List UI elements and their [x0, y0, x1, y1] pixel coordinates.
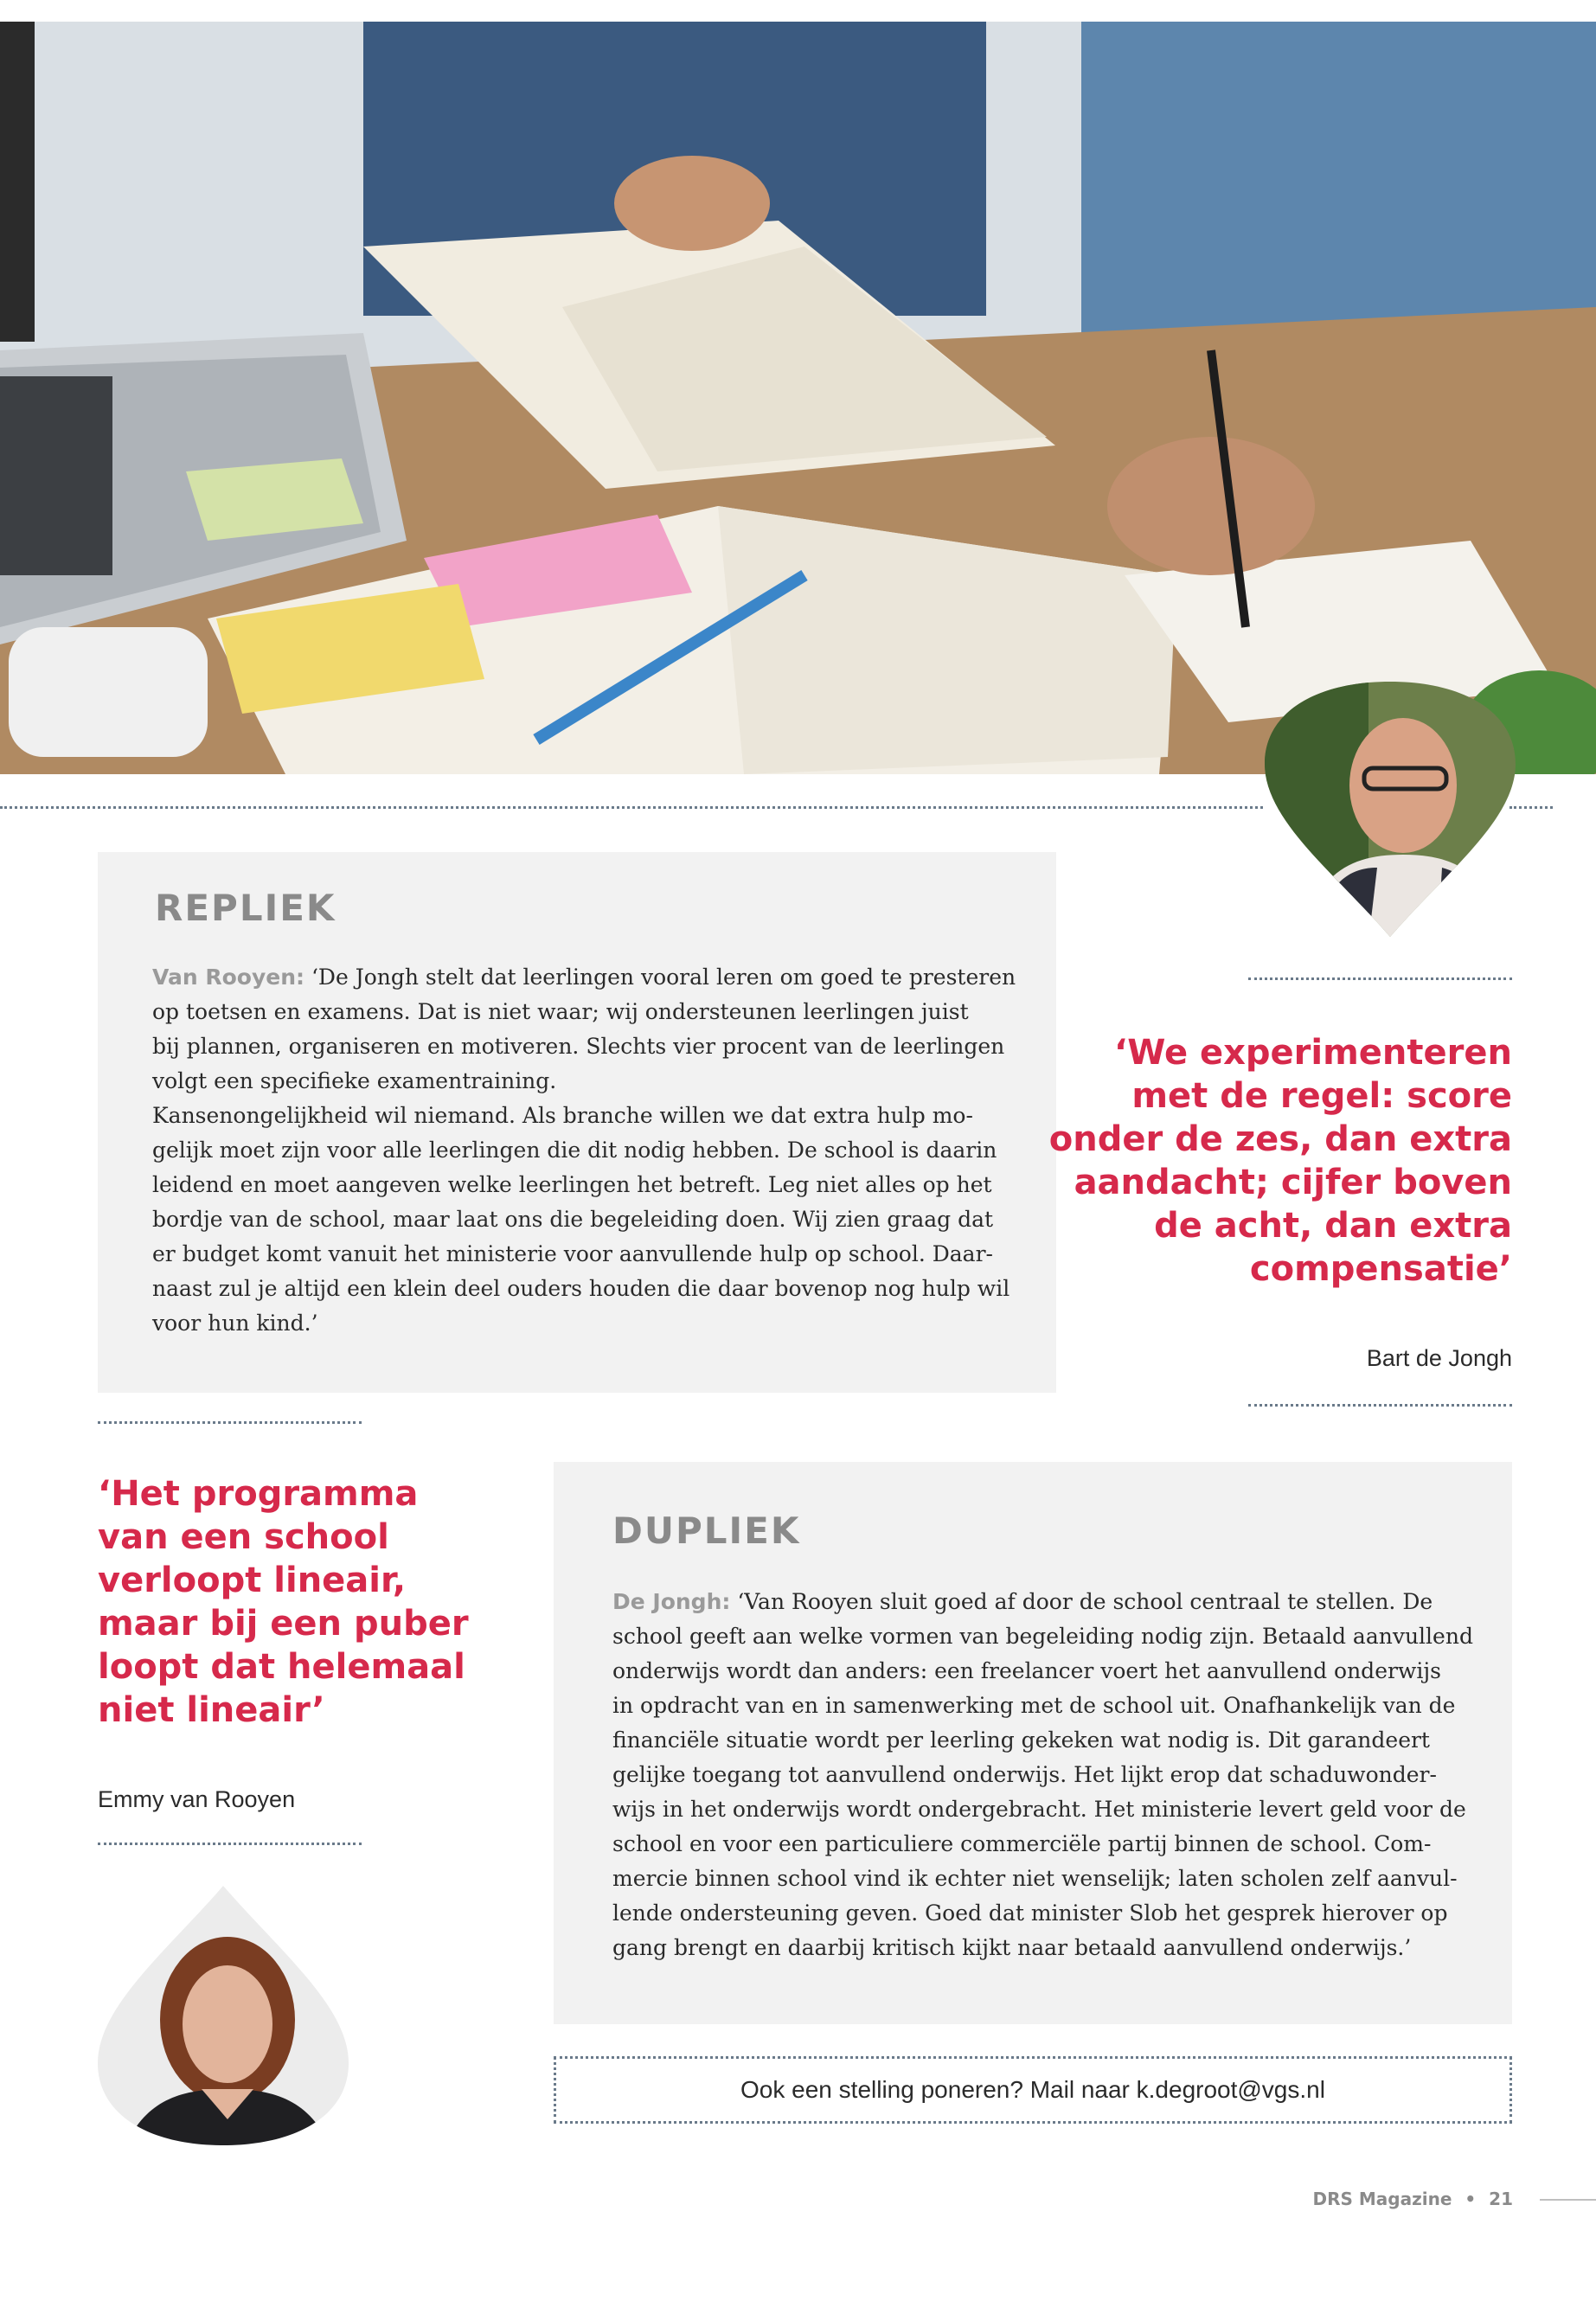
quote-jongh-line: de acht, dan extra — [1154, 1206, 1512, 1246]
quote-rooyen-line: verloopt lineair, — [98, 1561, 407, 1600]
quote-jongh-line: onder de zes, dan extra — [1048, 1119, 1512, 1159]
dupliek-line: school en voor een particuliere commerciële partij binnen de school. Com- — [612, 1831, 1432, 1856]
dupliek-line-text: ‘Van Rooyen sluit goed af door de school centraal te stellen. De — [730, 1589, 1433, 1614]
repliek-line-text: ‘De Jongh stelt dat leerlingen vooral leren om goed te presteren — [304, 965, 1016, 990]
dupliek-title: DUPLIEK — [612, 1509, 801, 1552]
dupliek-box — [554, 1462, 1512, 2024]
dupliek-line: wijs in het onderwijs wordt ondergebracht. Het ministerie levert geld voor de — [612, 1797, 1466, 1822]
repliek-line: bordje van de school, maar laat ons die begeleiding doen. Wij zien graag dat — [152, 1207, 994, 1232]
dupliek-lead: De Jongh: — [612, 1589, 731, 1614]
footer-magazine: DRS Magazine — [1312, 2189, 1452, 2209]
quote-jongh-author: Bart de Jongh — [1366, 1345, 1512, 1371]
repliek-title: REPLIEK — [155, 887, 337, 929]
quote-rooyen-line: niet lineair’ — [98, 1690, 325, 1730]
quote-jongh-line: aandacht; cijfer boven — [1074, 1163, 1512, 1202]
quote-jongh-line: met de regel: score — [1131, 1076, 1512, 1116]
quote-rooyen-line: van een school — [98, 1517, 389, 1557]
portrait-jongh-shape — [1265, 682, 1516, 941]
quote-jongh — [1049, 1031, 1512, 1291]
repliek-text — [152, 960, 1017, 1341]
quote-jongh-divider-top — [1248, 977, 1512, 980]
quote-rooyen-divider-top — [98, 1421, 362, 1424]
repliek-box — [98, 852, 1056, 1393]
repliek-lead: Van Rooyen: — [152, 965, 305, 990]
cta-text[interactable]: Ook een stelling poneren? Mail naar k.degroot@vgs.nl — [740, 2076, 1325, 2103]
repliek-line: gelijk moet zijn voor alle leerlingen die dit nodig hebben. De school is daarin — [152, 1138, 997, 1163]
footer-page-number: 21 — [1489, 2189, 1513, 2209]
quote-rooyen-line: ‘Het programma — [98, 1474, 419, 1514]
divider-top-right — [1509, 806, 1553, 809]
dupliek-line: lende ondersteuning geven. Goed dat minister Slob het gesprek hierover op — [612, 1900, 1448, 1926]
quote-rooyen — [98, 1472, 469, 1732]
hero-photo — [0, 22, 1596, 774]
quote-jongh-line: compensatie’ — [1249, 1249, 1512, 1289]
repliek-line — [152, 960, 1017, 995]
quote-jongh-line: ‘We experimenteren — [1114, 1033, 1512, 1073]
portrait-emmy-van-rooyen — [98, 1881, 349, 2154]
quote-rooyen-author: Emmy van Rooyen — [98, 1786, 296, 1812]
dupliek-line — [612, 1585, 1486, 1619]
dupliek-line: onderwijs wordt dan anders: een freelancer voert het aanvullend onderwijs — [612, 1658, 1441, 1683]
footer-rule — [1540, 2199, 1596, 2201]
dupliek-line: school geeft aan welke vormen van begeleiding nodig zijn. Betaald aanvullend — [612, 1624, 1473, 1649]
divider-top — [0, 806, 1263, 809]
portrait-bart-de-jongh — [1265, 682, 1516, 945]
footer-separator: • — [1465, 2189, 1477, 2209]
repliek-line: bij plannen, organiseren en motiveren. Slechts vier procent van de leerlingen — [152, 1034, 1005, 1059]
repliek-line: er budget komt vanuit het ministerie voor aanvullende hulp op school. Daar- — [152, 1241, 993, 1266]
portrait-rooyen-shape — [98, 1881, 349, 2150]
quote-rooyen-line: maar bij een puber — [98, 1604, 469, 1644]
repliek-line: Kansenongelijkheid wil niemand. Als branche willen we dat extra hulp mo- — [152, 1103, 973, 1128]
repliek-line: leidend en moet aangeven welke leerlingen het betreft. Leg niet alles op het — [152, 1172, 992, 1197]
cta-mail-box — [554, 2056, 1512, 2124]
quote-rooyen-line: loopt dat helemaal — [98, 1647, 465, 1687]
repliek-line: voor hun kind.’ — [152, 1311, 318, 1336]
quote-jongh-divider-bottom — [1248, 1404, 1512, 1407]
dupliek-line: in opdracht van en in samenwerking met de school uit. Onafhankelijk van de — [612, 1693, 1456, 1718]
dupliek-text — [612, 1585, 1486, 1965]
hero-illustration — [0, 22, 1596, 774]
repliek-line: op toetsen en examens. Dat is niet waar; wij ondersteunen leerlingen juist — [152, 999, 969, 1024]
dupliek-line: financiële situatie wordt per leerling gekeken wat nodig is. Dit garandeert — [612, 1727, 1430, 1753]
repliek-line: volgt een specifieke examentraining. — [152, 1068, 557, 1093]
quote-rooyen-divider-bottom — [98, 1843, 362, 1845]
dupliek-line: gelijke toegang tot aanvullend onderwijs. Het lijkt erop dat schaduwonder- — [612, 1762, 1437, 1787]
page-footer — [1313, 2189, 1513, 2209]
dupliek-line: gang brengt en daarbij kritisch kijkt naar betaald aanvullend onderwijs.’ — [612, 1935, 1412, 1960]
repliek-line: naast zul je altijd een klein deel ouders houden die daar bovenop nog hulp wil — [152, 1276, 1010, 1301]
dupliek-line: mercie binnen school vind ik echter niet wenselijk; laten scholen zelf aanvul- — [612, 1866, 1458, 1891]
